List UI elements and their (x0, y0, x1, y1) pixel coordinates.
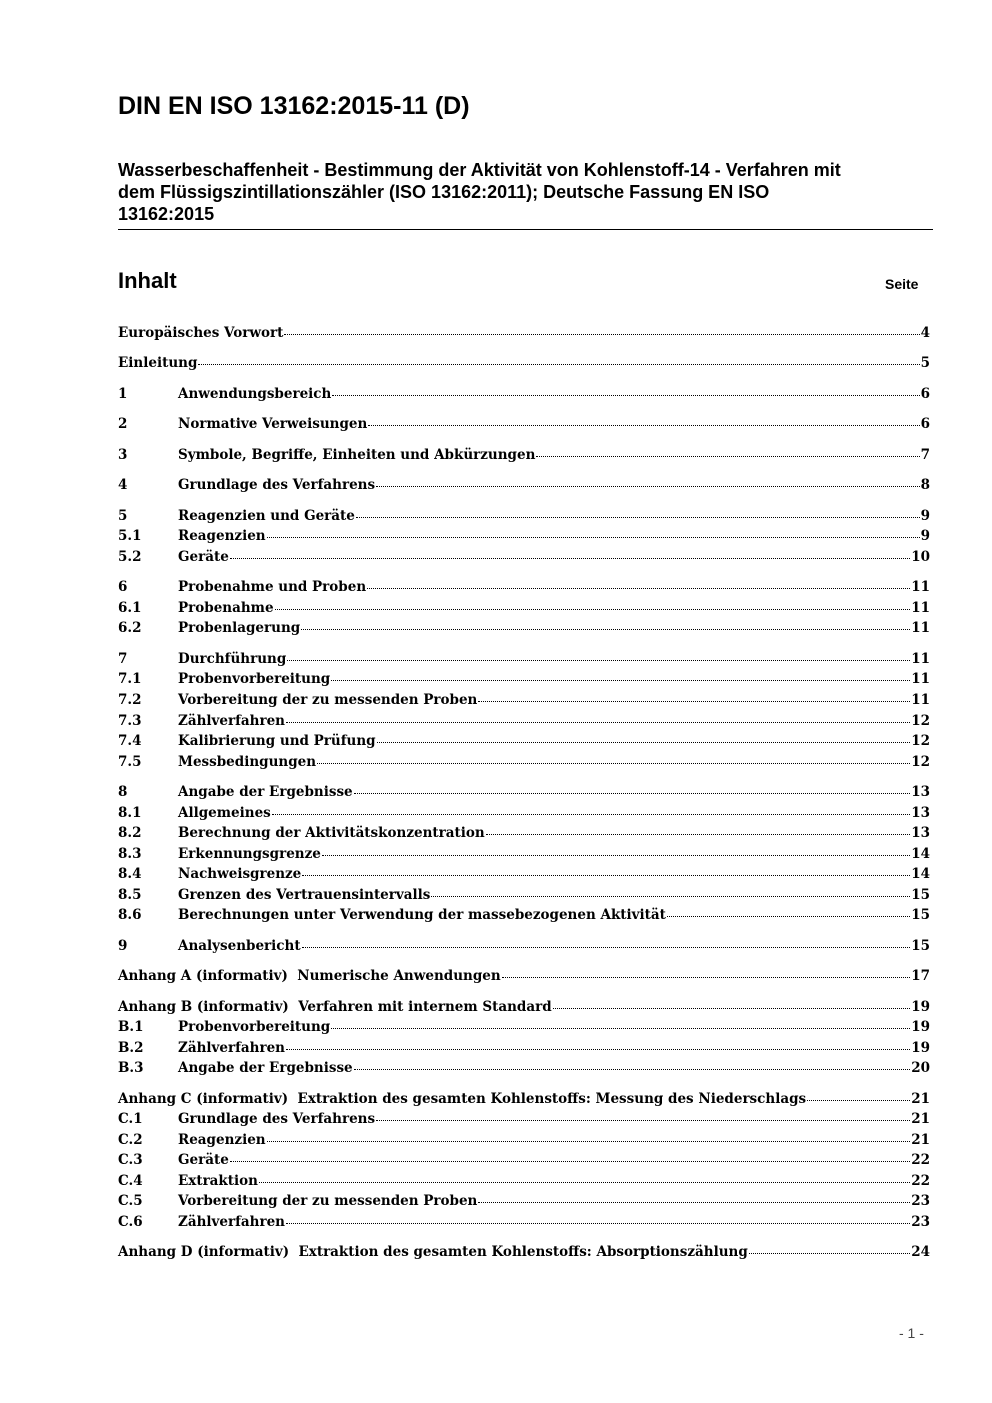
toc-entry-label: Reagenzien (178, 1132, 266, 1148)
toc-entry-number: B.2 (118, 1040, 144, 1056)
toc-entry-page: 13 (911, 784, 930, 800)
toc-entry-label: Angabe der Ergebnisse (178, 784, 353, 800)
toc-entry-page: 23 (911, 1193, 930, 1209)
toc-entry-number: 6.2 (118, 620, 142, 636)
toc-entry[interactable] (118, 1193, 930, 1213)
toc-entry[interactable] (118, 846, 930, 866)
toc-entry-page: 14 (911, 866, 930, 882)
toc-entry-page: 12 (911, 754, 930, 770)
toc-dot-leader (376, 1120, 910, 1121)
toc-entry-number: 8.4 (118, 866, 142, 882)
toc-dot-leader (332, 395, 919, 396)
toc-entry[interactable] (118, 355, 930, 375)
toc-entry-number: 9 (118, 938, 128, 954)
toc-entry-label: Zählverfahren (178, 1040, 285, 1056)
toc-entry[interactable] (118, 733, 930, 753)
toc-entry-number: C.6 (118, 1214, 143, 1230)
toc-entry-number: 7.3 (118, 713, 142, 729)
toc-entry-number: 7.1 (118, 671, 142, 687)
toc-entry-label: Grundlage des Verfahrens (178, 477, 376, 493)
subtitle-line: 13162:2015 (118, 204, 215, 224)
toc-dot-leader (367, 588, 910, 589)
toc-entry-page: 21 (911, 1091, 930, 1107)
toc-entry-label: Grundlage des Verfahrens (178, 1111, 376, 1127)
toc-dot-leader (287, 660, 910, 661)
toc-entry-page: 9 (920, 528, 930, 544)
toc-entry-label: Nachweisgrenze (178, 866, 302, 882)
toc-entry[interactable] (118, 866, 930, 886)
toc-entry-label: Analysenbericht (178, 938, 301, 954)
toc-entry-number: C.2 (118, 1132, 143, 1148)
toc-dot-leader (286, 1049, 910, 1050)
toc-dot-leader (272, 814, 910, 815)
toc-entry-label: Reagenzien (178, 528, 266, 544)
toc-entry[interactable] (118, 1152, 930, 1172)
toc-entry-label: Geräte (178, 1152, 229, 1168)
toc-dot-leader (259, 1182, 910, 1183)
toc-entry-label: Probenlagerung (178, 620, 301, 636)
toc-dot-leader (478, 1202, 910, 1203)
toc-entry-label: Angabe der Ergebnisse (178, 1060, 353, 1076)
toc-entry-label: Durchführung (178, 651, 287, 667)
toc-entry-label: Grenzen des Vertrauensintervalls (178, 887, 431, 903)
toc-entry[interactable] (118, 620, 930, 640)
toc-entry[interactable] (118, 692, 930, 712)
toc-entry-label: Anhang C (informativ) Extraktion des gesamten Kohlenstoffs: Messung des Niederschlags (118, 1091, 807, 1107)
subtitle-line: Wasserbeschaffenheit - Bestimmung der Aktivität von Kohlenstoff-14 - Verfahren mit (118, 160, 841, 180)
toc-entry-number: 5 (118, 508, 128, 524)
toc-dot-leader (553, 1008, 911, 1009)
toc-dot-leader (331, 1028, 910, 1029)
toc-entry-label: Anhang D (informativ) Extraktion des gesamten Kohlenstoffs: Absorptionszählung (118, 1244, 748, 1260)
toc-entry-page: 5 (920, 355, 930, 371)
toc-entry[interactable] (118, 325, 930, 345)
toc-entry-label: Berechnungen unter Verwendung der massebezogenen Aktivität (178, 907, 666, 923)
toc-entry-page: 10 (911, 549, 930, 565)
toc-entry-number: 4 (118, 477, 128, 493)
toc-entry-page: 14 (911, 846, 930, 862)
toc-entry-page: 6 (920, 416, 930, 432)
toc-dot-leader (377, 742, 911, 743)
toc-entry-number: C.5 (118, 1193, 143, 1209)
toc-entry[interactable] (118, 1040, 930, 1060)
toc-dot-leader (230, 1161, 910, 1162)
toc-dot-leader (354, 793, 911, 794)
toc-entry[interactable] (118, 1214, 930, 1234)
toc-dot-leader (354, 1069, 911, 1070)
toc-dot-leader (267, 537, 920, 538)
toc-entry-page: 21 (911, 1111, 930, 1127)
toc-entry-page: 15 (911, 907, 930, 923)
toc-entry[interactable] (118, 825, 930, 845)
toc-heading: Inhalt (118, 268, 177, 293)
toc-dot-leader (322, 855, 910, 856)
toc-entry-page: 11 (911, 651, 930, 667)
toc-entry-label: Geräte (178, 549, 229, 565)
toc-entry-page: 23 (911, 1214, 930, 1230)
document-title: DIN EN ISO 13162:2015-11 (D) (118, 92, 470, 120)
page-number: - 1 - (899, 1325, 924, 1341)
toc-entry[interactable] (118, 1091, 930, 1111)
toc-entry-label: Extraktion (178, 1173, 258, 1189)
toc-dot-leader (331, 680, 910, 681)
toc-dot-leader (356, 517, 920, 518)
toc-entry[interactable] (118, 1132, 930, 1152)
toc-entry-number: 5.1 (118, 528, 142, 544)
toc-entry-number: 8 (118, 784, 128, 800)
toc-entry[interactable] (118, 907, 930, 927)
toc-entry-page: 15 (911, 938, 930, 954)
toc-dot-leader (267, 1141, 911, 1142)
toc-entry[interactable] (118, 887, 930, 907)
toc-dot-leader (302, 947, 911, 948)
toc-entry-page: 9 (920, 508, 930, 524)
toc-entry-number: 5.2 (118, 549, 142, 565)
title-divider (118, 229, 933, 230)
toc-dot-leader (317, 763, 910, 764)
toc-entry-number: C.3 (118, 1152, 143, 1168)
toc-entry[interactable] (118, 671, 930, 691)
toc-entry[interactable] (118, 938, 930, 958)
toc-entry-label: Erkennungsgrenze (178, 846, 321, 862)
toc-entry-page: 20 (911, 1060, 930, 1076)
toc-entry-page: 13 (911, 825, 930, 841)
toc-entry-number: 7.5 (118, 754, 142, 770)
toc-entry[interactable] (118, 1019, 930, 1039)
toc-dot-leader (198, 364, 919, 365)
toc-entry-label: Zählverfahren (178, 1214, 285, 1230)
toc-entry-number: 8.6 (118, 907, 142, 923)
toc-entry-label: Berechnung der Aktivitätskonzentration (178, 825, 485, 841)
toc-entry[interactable] (118, 1244, 930, 1264)
toc-entry[interactable] (118, 805, 930, 825)
toc-dot-leader (486, 834, 911, 835)
toc-entry-page: 13 (911, 805, 930, 821)
toc-entry-page: 24 (911, 1244, 930, 1260)
toc-dot-leader (431, 896, 910, 897)
toc-entry-label: Messbedingungen (178, 754, 317, 770)
toc-entry-label: Probenahme (178, 600, 274, 616)
toc-entry[interactable] (118, 447, 930, 467)
toc-dot-leader (275, 609, 911, 610)
toc-entry-label: Einleitung (118, 355, 198, 371)
toc-entry-label: Normative Verweisungen (178, 416, 368, 432)
toc-entry-label: Reagenzien und Geräte (178, 508, 355, 524)
toc-entry-label: Anhang B (informativ) Verfahren mit internem Standard (118, 999, 552, 1015)
toc-dot-leader (286, 722, 910, 723)
page-column-label: Seite (885, 276, 919, 292)
toc-dot-leader (536, 456, 919, 457)
toc-entry-label: Symbole, Begriffe, Einheiten und Abkürzungen (178, 447, 536, 463)
toc-dot-leader (230, 558, 910, 559)
toc-entry[interactable] (118, 508, 930, 528)
toc-entry-label: Vorbereitung der zu messenden Proben (178, 692, 478, 708)
toc-entry-number: 7.2 (118, 692, 142, 708)
toc-entry-page: 11 (911, 620, 930, 636)
toc-entry[interactable] (118, 968, 930, 988)
toc-dot-leader (376, 486, 920, 487)
toc-entry-page: 11 (911, 692, 930, 708)
toc-entry-label: Anwendungsbereich (178, 386, 332, 402)
subtitle-line: dem Flüssigszintillationszähler (ISO 13162:2011); Deutsche Fassung EN ISO (118, 182, 770, 202)
toc-entry-number: B.3 (118, 1060, 144, 1076)
toc-entry-number: 7.4 (118, 733, 142, 749)
toc-entry-page: 19 (911, 1019, 930, 1035)
toc-entry-number: B.1 (118, 1019, 144, 1035)
toc-entry-number: 6 (118, 579, 128, 595)
toc-entry-label: Anhang A (informativ) Numerische Anwendungen (118, 968, 501, 984)
toc-entry-page: 11 (911, 600, 930, 616)
toc-entry-number: 8.1 (118, 805, 142, 821)
toc-entry[interactable] (118, 999, 930, 1019)
toc-entry-label: Allgemeines (178, 805, 271, 821)
toc-entry-page: 21 (911, 1132, 930, 1148)
toc-entry-label: Probenvorbereitung (178, 671, 331, 687)
toc-entry-page: 19 (911, 999, 930, 1015)
toc-entry-page: 8 (920, 477, 930, 493)
toc-entry-number: C.1 (118, 1111, 143, 1127)
toc-entry-page: 12 (911, 713, 930, 729)
toc-entry[interactable] (118, 386, 930, 406)
toc-entry[interactable] (118, 477, 930, 497)
toc-entry-number: 6.1 (118, 600, 142, 616)
toc-entry[interactable] (118, 651, 930, 671)
toc-entry[interactable] (118, 784, 930, 804)
toc-entry-number: 8.5 (118, 887, 142, 903)
toc-entry-label: Europäisches Vorwort (118, 325, 284, 341)
toc-entry-page: 4 (920, 325, 930, 341)
toc-entry-page: 6 (920, 386, 930, 402)
toc-dot-leader (478, 701, 910, 702)
toc-entry-page: 11 (911, 579, 930, 595)
toc-entry-label: Zählverfahren (178, 713, 285, 729)
toc-entry-page: 15 (911, 887, 930, 903)
toc-dot-leader (286, 1223, 910, 1224)
toc-entry-page: 12 (911, 733, 930, 749)
toc-dot-leader (807, 1100, 910, 1101)
toc-entry-page: 7 (920, 447, 930, 463)
toc-entry-page: 11 (911, 671, 930, 687)
toc-entry-page: 22 (911, 1152, 930, 1168)
toc-dot-leader (667, 916, 910, 917)
toc-entry-number: 3 (118, 447, 128, 463)
toc-entry-page: 22 (911, 1173, 930, 1189)
toc-entry[interactable] (118, 1060, 930, 1080)
toc-dot-leader (749, 1253, 910, 1254)
toc-entry[interactable] (118, 549, 930, 569)
toc-entry[interactable] (118, 1173, 930, 1193)
toc-entry[interactable] (118, 1111, 930, 1131)
toc-entry-number: 8.3 (118, 846, 142, 862)
toc-dot-leader (284, 334, 919, 335)
toc-entry[interactable] (118, 754, 930, 774)
toc-entry-number: 2 (118, 416, 128, 432)
toc-entry-label: Kalibrierung und Prüfung (178, 733, 376, 749)
toc-entry[interactable] (118, 579, 930, 599)
toc-entry-label: Probenvorbereitung (178, 1019, 331, 1035)
toc-entry[interactable] (118, 416, 930, 436)
document-subtitle (118, 159, 933, 225)
toc-entry-page: 19 (911, 1040, 930, 1056)
toc-entry-number: 8.2 (118, 825, 142, 841)
toc-dot-leader (302, 875, 910, 876)
toc-entry-number: C.4 (118, 1173, 143, 1189)
toc-dot-leader (301, 629, 910, 630)
toc-entry-label: Probenahme und Proben (178, 579, 367, 595)
toc-entry-number: 1 (118, 386, 128, 402)
toc-entry[interactable] (118, 713, 930, 733)
toc-dot-leader (368, 425, 919, 426)
toc-entry[interactable] (118, 528, 930, 548)
toc-entry-number: 7 (118, 651, 128, 667)
toc-entry[interactable] (118, 600, 930, 620)
toc-dot-leader (502, 977, 911, 978)
toc-entry-label: Vorbereitung der zu messenden Proben (178, 1193, 478, 1209)
toc-entry-page: 17 (911, 968, 930, 984)
